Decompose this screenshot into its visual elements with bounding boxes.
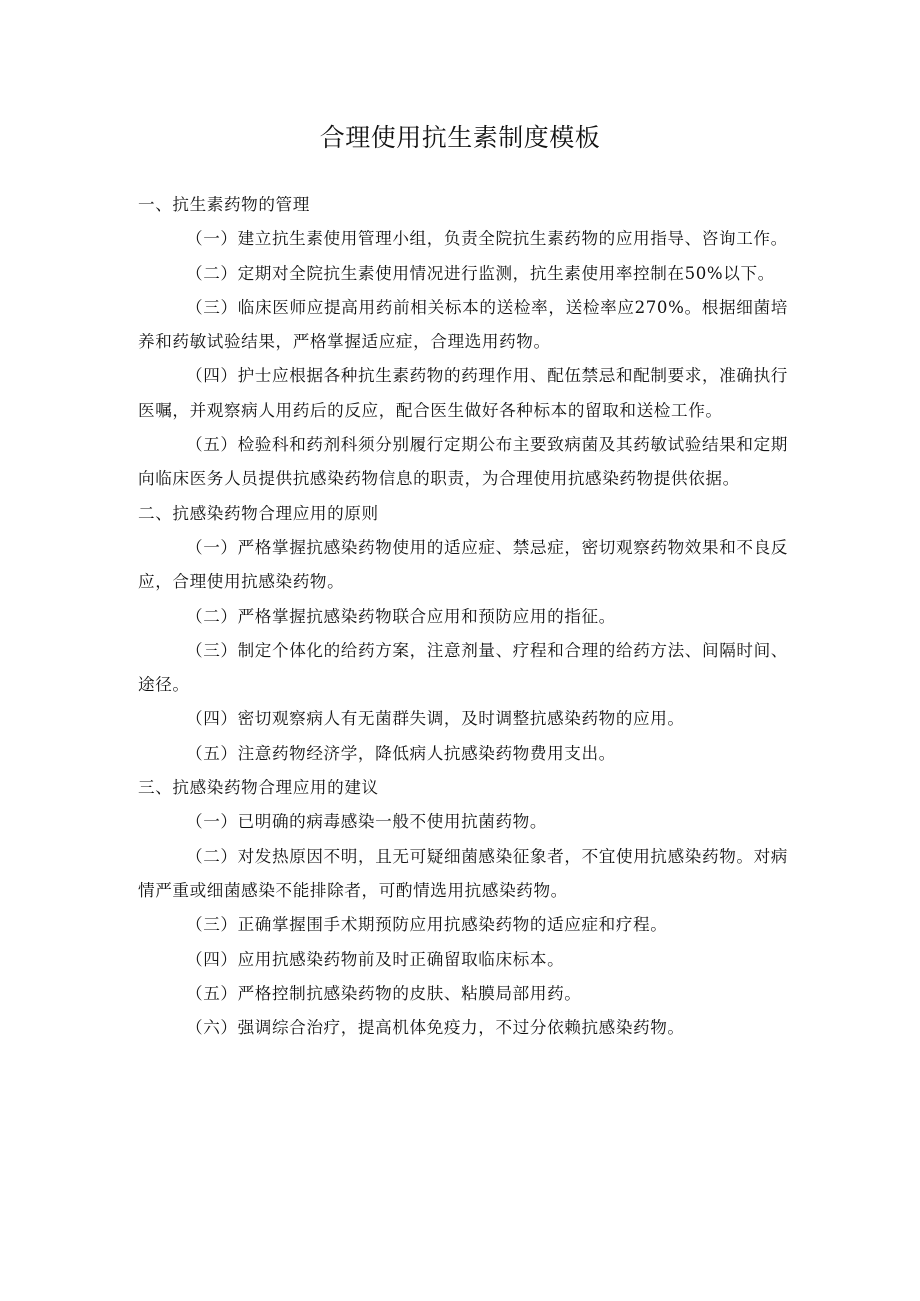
section-item: （三）临床医师应提高用药前相关标本的送检率，送检率应270%。根据细菌培养和药敏试验结果，严格掌握适应症，合理选用药物。 [138, 297, 788, 352]
section-item: （五）注意药物经济学，降低病人抗感染药物费用支出。 [186, 743, 616, 763]
section-item: （四）密切观察病人有无菌群失调，及时调整抗感染药物的应用。 [186, 709, 685, 729]
document-title: 合理使用抗生素制度模板 [319, 123, 601, 152]
section-heading: 二、抗感染药物合理应用的原则 [138, 503, 379, 523]
section-item: （二）定期对全院抗生素使用情况进行监测，抗生素使用率控制在50%以下。 [186, 263, 775, 283]
section-item: （四）护士应根据各种抗生素药物的药理作用、配伍禁忌和配制要求，准确执行医嘱，并观察病人用药后的反应，配合医生做好各种标本的留取和送检工作。 [138, 366, 788, 420]
section-heading: 三、抗感染药物合理应用的建议 [138, 778, 379, 798]
section-heading: 一、抗生素药物的管理 [138, 195, 310, 214]
section-item: （二）对发热原因不明，且无可疑细菌感染征象者，不宜使用抗感染药物。对病情严重或细菌感染不能排除者，可酌情选用抗感染药物。 [138, 846, 788, 900]
section-item: （三）制定个体化的给药方案，注意剂量、疗程和合理的给药方法、间隔时间、途径。 [138, 640, 788, 695]
section-item: （一）建立抗生素使用管理小组，负责全院抗生素药物的应用指导、咨询工作。 [186, 229, 788, 249]
section-item: （一）严格掌握抗感染药物使用的适应症、禁忌症，密切观察药物效果和不良反应，合理使用抗感染药物。 [138, 537, 788, 592]
section-item: （四）应用抗感染药物前及时正确留取临床标本。 [186, 949, 565, 969]
section-item: （一）已明确的病毒感染一般不使用抗菌药物。 [186, 812, 548, 832]
section-item: （五）严格控制抗感染药物的皮肤、粘膜局部用药。 [186, 983, 582, 1003]
document-body [138, 188, 788, 1045]
section-item: （六）强调综合治疗，提高机体免疫力，不过分依赖抗感染药物。 [186, 1018, 685, 1038]
section-item: （五）检验科和药剂科须分别履行定期公布主要致病菌及其药敏试验结果和定期向临床医务人员提供抗感染药物信息的职责，为合理使用抗感染药物提供依据。 [138, 435, 788, 489]
section-item: （二）严格掌握抗感染药物联合应用和预防应用的指征。 [186, 606, 616, 626]
section-item: （三）正确掌握围手术期预防应用抗感染药物的适应症和疗程。 [186, 915, 668, 935]
